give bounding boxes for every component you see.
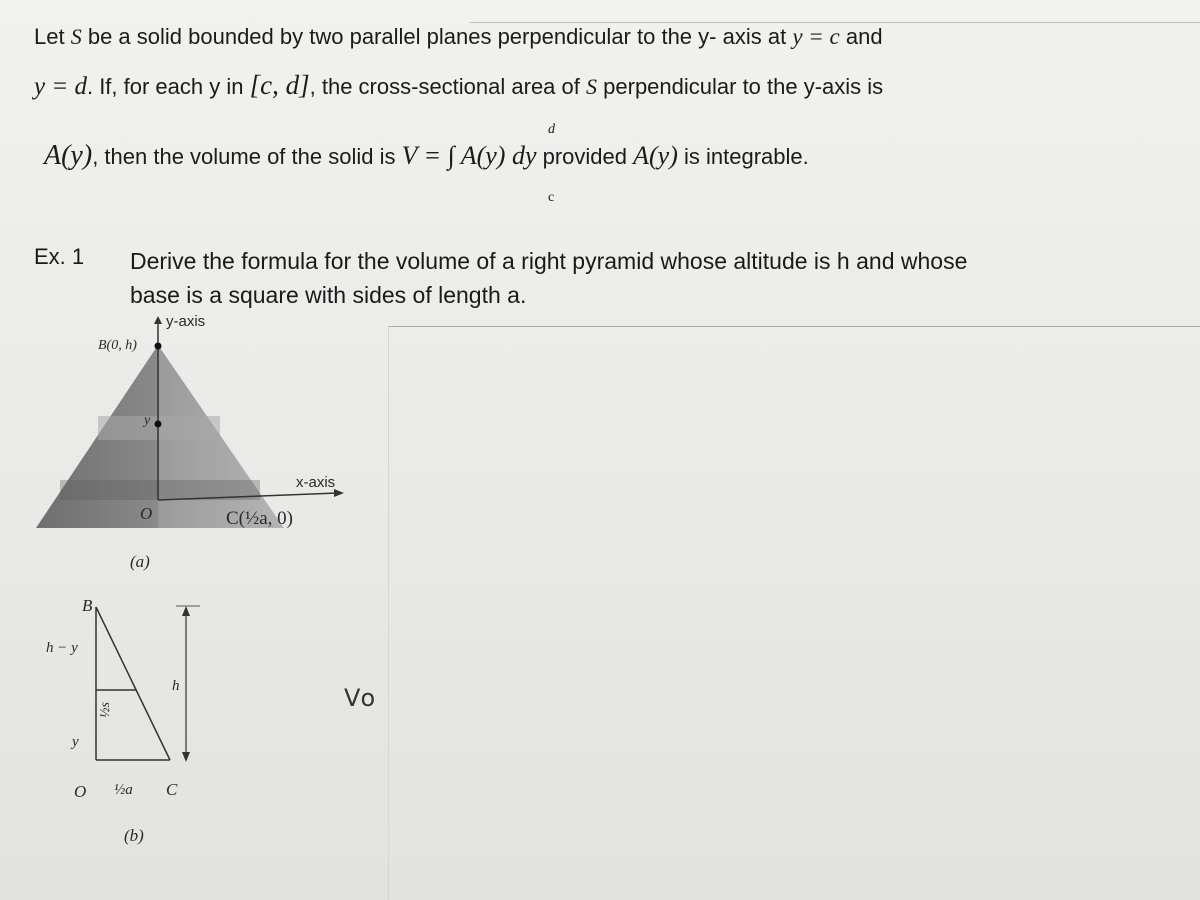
- def-let: Let: [34, 24, 65, 49]
- point-y-dot: [155, 421, 162, 428]
- def-yd: y = d: [34, 73, 87, 100]
- volume-formula: V = ∫ A(y) dy: [401, 141, 537, 170]
- x-axis-arrow: [334, 489, 344, 497]
- label-y: y: [72, 734, 79, 750]
- point-y-label: y: [144, 413, 151, 428]
- def-l2-in: in: [226, 74, 244, 99]
- triangle-hypotenuse: [96, 607, 170, 760]
- figure-a-caption: (a): [130, 552, 150, 571]
- example-text-line-2: base is a square with sides of length a.: [130, 282, 527, 308]
- point-b-label: B(0, h): [98, 338, 137, 353]
- origin-label: O: [140, 504, 153, 523]
- label-half-a: ½a: [114, 782, 133, 798]
- def-yaxis: y- axis at: [698, 24, 787, 49]
- def-l2-y: y: [209, 74, 221, 99]
- integral-upper-limit: d: [548, 122, 555, 137]
- def-ay: A(y): [44, 140, 93, 171]
- label-o: O: [74, 782, 87, 801]
- def-l2-text1: . If, for each: [86, 74, 204, 99]
- def-l2-s: S: [586, 74, 598, 99]
- example-label: Ex. 1: [34, 244, 85, 269]
- label-h: h: [172, 678, 180, 694]
- def-ay2: A(y): [633, 141, 678, 170]
- y-axis-arrow: [154, 316, 162, 324]
- label-half-s: ½s: [97, 702, 113, 718]
- figure-a-pyramid: [36, 316, 344, 528]
- integral-lower-limit: c: [548, 190, 555, 205]
- def-interval: [c, d]: [249, 70, 310, 100]
- def-l2-text4: -axis is: [814, 74, 884, 99]
- def-l3-text3: is integrable.: [684, 144, 809, 169]
- label-h-minus-y: h − y: [46, 640, 78, 656]
- def-l3-text1: , then the volume of the solid is: [92, 144, 396, 169]
- def-l2-text3: perpendicular to the: [603, 74, 798, 99]
- height-arrow-top: [182, 606, 190, 616]
- cross-section-slab: [98, 416, 220, 440]
- label-b: B: [82, 596, 93, 615]
- def-l3-text2: provided: [542, 144, 628, 169]
- handwritten-note: Vo: [344, 684, 378, 712]
- def-and: and: [845, 24, 883, 49]
- def-l2-y2: y: [803, 74, 815, 99]
- figure-b-caption: (b): [124, 826, 144, 845]
- point-c-label: C(½a, 0): [226, 508, 294, 529]
- point-b-dot: [155, 343, 162, 350]
- def-text1: be a solid bounded by two parallel planes perpendicular to the: [87, 24, 693, 49]
- x-axis-label: x-axis: [296, 474, 336, 491]
- label-c: C: [166, 780, 178, 799]
- def-yc: y = c: [792, 24, 840, 49]
- y-axis-label: y-axis: [166, 313, 206, 330]
- example-text-line-1: Derive the formula for the volume of a right pyramid whose altitude is h and whose: [130, 248, 968, 274]
- height-arrow-bottom: [182, 752, 190, 762]
- figure-b-triangle: [96, 606, 200, 762]
- def-l2-text2: , the cross-sectional area of: [309, 74, 580, 99]
- def-s: S: [70, 24, 82, 49]
